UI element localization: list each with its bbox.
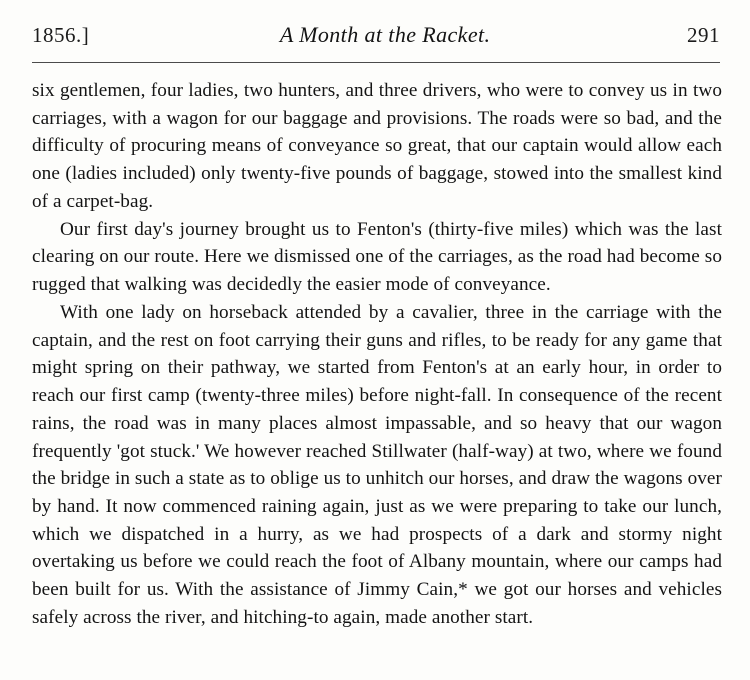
paragraph-2: Our first day's journey brought us to Fenton's (thirty-five miles) which was the last clearing on our route. Here we dismissed one of the carriages, as the road had become so rugged that walking was decidedly the easier mode of conveyance.: [32, 218, 722, 296]
page-bottom-fade: [0, 654, 750, 680]
paragraph-3: With one lady on horseback attended by a cavalier, three in the carriage with the captain, and the rest on foot carrying their guns and rifles, to be ready for any game that might spring on their pathway, we started from Fenton's at an early hour, in order to reach our first camp (twenty-three miles) before night-fall. In consequence of the recent rains, the road was in many places almost impassable, and so heavy that our wagon frequently 'got stuck.' We however reached Stillwater (half-way) at two, where we found the bridge in such a state as to oblige us to unhitch our horses, and draw the wagons over by hand. It now commenced raining again, just as we were preparing to take our lunch, which we dispatched in a hurry, as we had prospects of a dark and stormy night overtaking us before we could reach the foot of Albany mountain, where our camps had been built for us. With the assistance of Jimmy Cain,* we got our horses and vehicles safely across the river, and hitching-to again, made another start.: [32, 301, 722, 628]
header-year-folio: 1856.]: [32, 23, 90, 47]
page-header: [0, 0, 750, 48]
paragraph-1: six gentlemen, four ladies, two hunters, and three drivers, who were to convey us in two carriages, with a wagon for our baggage and provisions. The roads were so bad, and the difficulty of procuring means of conveyance so great, that our captain would allow each one (ladies included) only twenty-five pounds of baggage, stowed into the smallest kind of a carpet-bag.: [32, 80, 722, 212]
body-text: [0, 63, 750, 632]
header-rule: [32, 62, 720, 63]
running-title: A Month at the Racket.: [279, 22, 491, 47]
page-number: 291: [687, 23, 720, 47]
